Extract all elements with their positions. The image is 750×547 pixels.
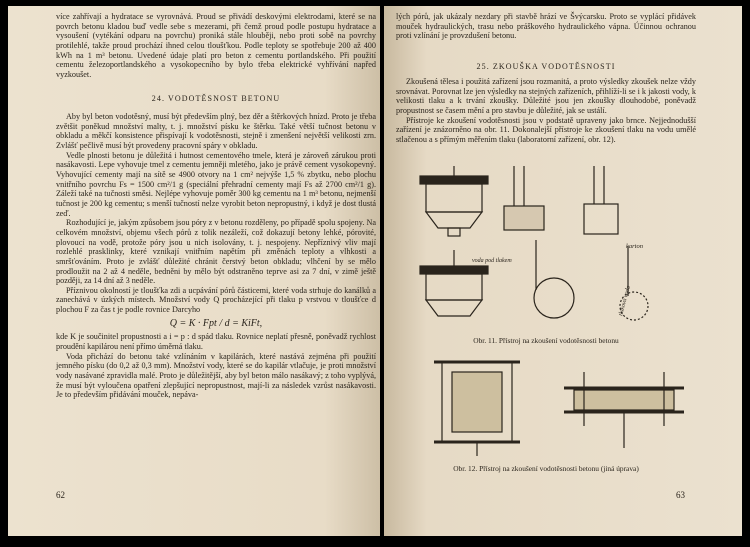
right-paragraph-1: Zkoušená tělesa i použitá zařízení jsou rozmanitá, a proto výsledky zkoušek nelze vždy srovnávat. Porovnat lze jen výsledky na stejných zařízeních, přihlíží-li se i k jakosti vody, k velikosti tlaku a k trvání zkoušky. Důležité jsou jen zkoušky dlouhodobé, poněvadž propustnost se časem mění a pro stavbu je důležité, jak se ustálí.	[396, 77, 696, 115]
fig11-label-voda: voda pod tlakem	[472, 258, 512, 264]
figure-11-caption: Obr. 11. Přístroj na zkoušení vodotěsnosti betonu	[473, 336, 619, 345]
left-paragraph-4: Příznivou okolností je tloušťka zdi a ucpávání pórů částicemi, které voda strhuje do kanálků a zanechává v úzkých místech. Množství vody Q procházející při tlaku p vrstvou v tloušťce d plochou F za čas t je podle rovnice Darcyho	[56, 285, 376, 315]
fig12-specimen-right	[574, 390, 674, 410]
left-paragraph-1: Aby byl beton vodotěsný, musí být především plný, bez děr a štěrkových hnízd. Proto je třeba zvětšit poněkud množství malty, t. j. množství písku ke štěrku. Také větší tučnost betonu v obkladu a měkčí konsistence přispívají k vodotěsnosti, stejně i zmenšení největší velikosti zrn. Zvlášť pečlivě musí být provedeny pracovní spáry v obkladu.	[56, 112, 376, 150]
right-paragraph-2: Přístroje ke zkoušení vodotěsnosti jsou v podstatě upraveny jako brnce. Nejjednodušší zařízení je znázorněno na obr. 11. Dokonalejší přístroje ke zkoušení tlaku na vodu umělé stlačenou a s přímým měřením tlaku (laboratorní zařízení, obr. 12).	[396, 115, 696, 144]
right-intro-paragraph: lých pórů, jak ukázaly nezdary při stavbě hrází ve Švýcarsku. Proto se vyplácí přidávek mouček hydraulických, trasu nebo práškového hydraulického vápna. Účinnou ochranou proti vzlínání je provzdušení betonu.	[396, 12, 696, 41]
figure-12-apparatus	[424, 358, 694, 458]
fig11-label-vertical: tlaková voda	[618, 285, 632, 317]
fig11-funnel-top-left	[426, 212, 482, 228]
figure-12-caption: Obr. 12. Přístroj na zkoušení vodotěsnosti betonu (jiná úprava)	[453, 464, 639, 473]
fig11-lid-bottom-left	[420, 266, 488, 274]
figure-11-apparatus	[414, 166, 704, 336]
left-page	[8, 6, 380, 536]
fig11-funnel-bottom-left	[426, 300, 482, 316]
left-paragraph-5: kde K je součinitel propustnosti a i = p : d spád tlaku. Rovnice neplatí přesně, poněvadž rychlost proudění kapilárou není přímo úměrná tlaku.	[56, 332, 376, 352]
fig11-specimen-middle	[504, 206, 544, 230]
left-intro-paragraph: více zahřívají a hydratace se vyrovnává. Proud se přivádí deskovými elektrodami, které se na povrch betonu kladou buď vedle sebe s mezerami, při čemž proud podle postupu hydratace a vysoušení (vytékání odparu na povrchu) proniká stále hlouběji, nebo proti sobě na povrchy protilehlé, takže proud prochází ihned celou tloušťkou. Podle teploty se spotřebuje 200 až 400 kWh na 1 m³ betonu. Uvedené údaje platí pro beton z cementu portlandského. Při použití cementu železoportlandského a vysokopecního by bylo třeba elektrické vyhřívání napřed vyzkoušet.	[56, 12, 376, 79]
left-intro-text	[56, 12, 376, 80]
fig11-sphere-specimen	[534, 278, 574, 318]
left-page-number: 62	[56, 490, 65, 500]
left-paragraph-6: Voda přichází do betonu také vzlínáním v kapilárách, které nastává zejména při použití jemného písku (do 0,2 až 0,3 mm). Množství vody, které se do kapilár vtlačuje, je proti množství vody nasávané zpravidla malé. Proto je důležitější, aby byl beton málo nasákavý; z toho vyplývá, že musí být vyloučena opatření zlepšující nepropustnost, mají-li za následek vzrůst nasákavosti. Je to především přidávání mouček, nepáva-	[56, 351, 376, 400]
right-page	[384, 6, 742, 536]
fig12-specimen-left	[452, 372, 502, 432]
fig11-lid-top-left	[420, 176, 488, 184]
right-body-text	[396, 77, 696, 145]
fig11-box-right	[584, 204, 618, 234]
fig11-tank-top-left	[426, 184, 482, 212]
left-paragraph-2: Vedle plnosti betonu je důležitá i hutnost cementového tmele, která je zároveň zárukou proti nasákavosti. Lepe vyhovuje tmel z cementu jemněji mletého, jako je právě cement vysokopevný. Vyhovující cementy mají na sítě se 4900 otvory na 1 cm² nejvýše 1,5 % zbytku, nebo plochu vnitřního povrchu Fs = 1500 cm²/1 g (speciální přehradní cementy mají Fs až 2700 cm²/1 g). Záleží také na tučnosti směsi. Nejlépe vyhovuje poměr 300 kg cementu na 1 m³ betonu, nejmenší tučnost je 200 kg cementu; s menší tučností nelze vyrobit beton nepropustný, i když je dost tlustá zeď.	[56, 150, 376, 218]
right-intro-text	[396, 12, 696, 41]
fig11-label-karton: karton	[626, 243, 643, 250]
section-heading-24: 24. VODOTĚSNOST BETONU	[151, 94, 281, 103]
right-page-number: 63	[676, 490, 685, 500]
section-heading-25: 25. ZKOUŠKA VODOTĚSNOSTI	[476, 62, 616, 71]
darcy-formula: Q = K · Fpt / d = KiFt,	[169, 317, 263, 329]
fig11-outlet-top-left	[448, 228, 460, 236]
left-body-text	[56, 112, 376, 400]
left-paragraph-3: Rozhodující je, jakým způsobem jsou póry z v betonu rozděleny, po případě spolu spojeny. Na celkovém množství, objemu všech pórů z tolik nezáleží, což dokazují betony lehké, pórovité, plovoucí na vodě, protože póry jsou u nich isolovány, t. j. nespojeny. Nepříznivý vliv mají rozlehlé prasklinky, které vznikají vnitřním napětím při změnách teploty a vlhkosti a smršťováním. Proto je zvlášť důležité chránit čerstvý beton obkladu; vlhčení by se mělo prodloužit na 2 až 4 neděle, bedněni by mělo být odstraněno teprve asi za 7 dní, v zimě ještě později, za 14 dní až 3 neděle.	[56, 218, 376, 286]
fig11-tank-bottom-left	[426, 274, 482, 300]
